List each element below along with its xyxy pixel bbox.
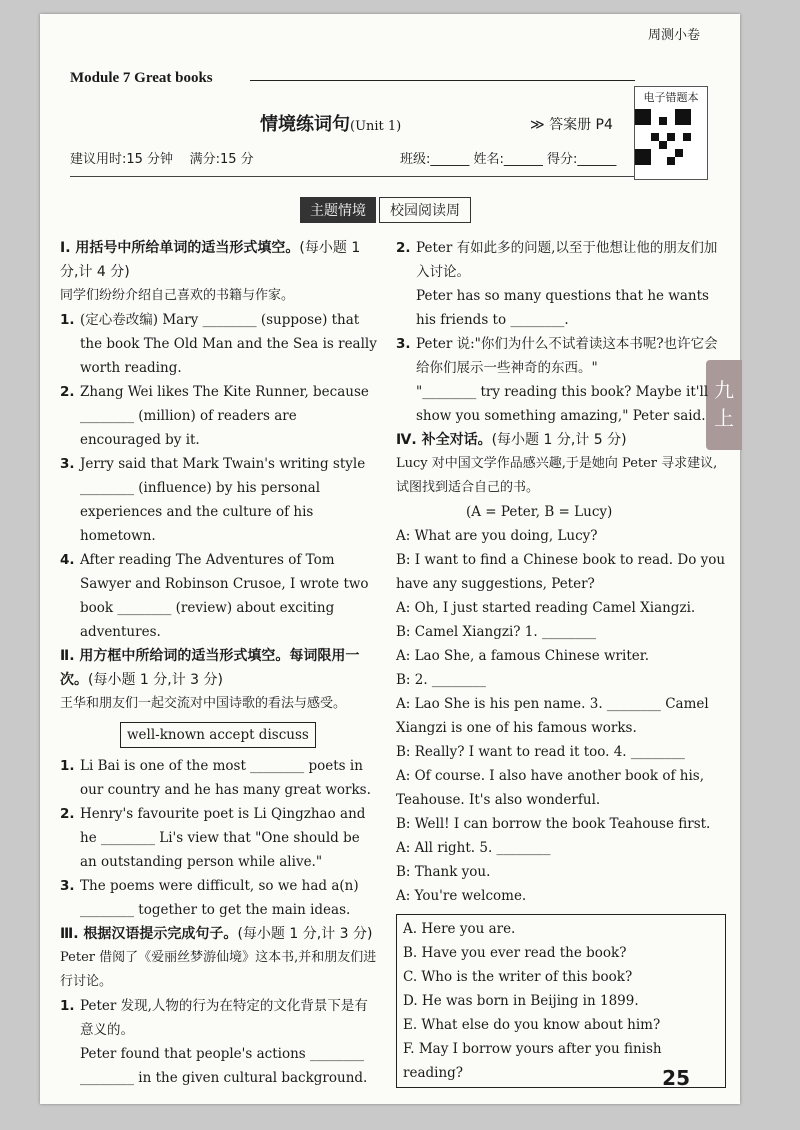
dialogue-line: B: Thank you. <box>396 864 491 880</box>
option: B. Have you ever read the book? <box>403 945 627 961</box>
option: C. Who is the writer of this book? <box>403 969 633 985</box>
option: D. He was born in Beijing in 1899. <box>403 993 639 1009</box>
option: F. May I borrow yours after you finish reading? <box>403 1041 662 1081</box>
word-box: well-known accept discuss <box>120 722 316 748</box>
dialogue-line: B: Well! I can borrow the book Teahouse first. <box>396 816 711 832</box>
answer-line: "________ try reading this book? Maybe it'll show you something amazing," Peter said. <box>416 384 709 424</box>
series-label: 周测小卷 <box>647 28 700 43</box>
section-1-title: Ⅰ. 用括号中所给单词的适当形式填空。(每小题 1 分,计 4 分) <box>60 240 361 280</box>
question: 1. Peter 发现,人物的行为在特定的文化背景下是有意义的。 <box>60 998 368 1038</box>
question: 2. Zhang Wei likes The Kite Runner, because ________ (million) of readers are encouraged by it. <box>60 384 369 448</box>
dialogue-line: A: What are you doing, Lucy? <box>396 528 598 544</box>
divider <box>70 176 640 177</box>
divider <box>250 80 635 81</box>
dialogue-line: A: Oh, I just started reading Camel Xiangzi. <box>396 600 696 616</box>
dialogue-line: B: Camel Xiangzi? 1. ________ <box>396 624 596 640</box>
qr-code-icon <box>635 109 691 165</box>
theme-banner <box>300 197 471 223</box>
dialogue-line: B: I want to find a Chinese book to read. Do you have any suggestions, Peter? <box>396 552 726 592</box>
dialogue-line: A: All right. 5. ________ <box>396 840 551 856</box>
dialogue-line: A: Lao She, a famous Chinese writer. <box>396 648 649 664</box>
module-title: Module 7 Great books <box>70 70 213 86</box>
section-3-title: Ⅲ. 根据汉语提示完成句子。(每小题 1 分,计 3 分) <box>60 926 373 942</box>
question: 3. Jerry said that Mark Twain's writing style ________ (influence) by his personal experiences and the culture of his hometown. <box>60 456 366 544</box>
dialogue-line: A: Of course. I also have another book of his, Teahouse. It's also wonderful. <box>396 768 705 808</box>
right-column <box>396 236 726 1088</box>
qr-label: 电子错题本 <box>643 91 699 104</box>
answer-reference: ≫ 答案册 P4 <box>530 117 613 133</box>
question: 1. (定心卷改编) Mary ________ (suppose) that the book The Old Man and the Sea is really worth reading. <box>60 312 377 376</box>
section-intro: 王华和朋友们一起交流对中国诗歌的看法与感受。 <box>60 696 347 711</box>
time-score: 建议用时:15 分钟 满分:15 分 <box>70 152 254 167</box>
theme-topic: 校园阅读周 <box>379 197 471 223</box>
dialogue-line: A: Lao She is his pen name. 3. ________ Camel Xiangzi is one of his famous works. <box>396 696 709 736</box>
question: 1. Li Bai is one of the most ________ poets in our country and he has many great works. <box>60 758 371 798</box>
page-title: 情境练词句(Unit 1) <box>260 114 402 135</box>
option: A. Here you are. <box>403 921 516 937</box>
page-number: 25 <box>662 1066 690 1090</box>
question: 4. After reading The Adventures of Tom Sawyer and Robinson Crusoe, I wrote two book ________ (review) about exciting adventures. <box>60 552 369 640</box>
qr-panel[interactable] <box>634 86 708 180</box>
question: 2. Henry's favourite poet is Li Qingzhao and he ________ Li's view that "One should be an outstanding person while alive." <box>60 806 366 870</box>
options-box <box>396 914 726 1088</box>
dialogue-line: B: Really? I want to read it too. 4. ________ <box>396 744 685 760</box>
answer-line: Peter found that people's actions ________ ________ in the given cultural background. <box>80 1046 368 1086</box>
question: 3. The poems were difficult, so we had a(n) ________ together to get the main ideas. <box>60 878 359 918</box>
grade-side-tab: 九上 <box>706 360 742 450</box>
section-2-title: Ⅱ. 用方框中所给词的适当形式填空。每词限用一次。(每小题 1 分,计 3 分) <box>60 648 360 688</box>
section-4-title: Ⅳ. 补全对话。(每小题 1 分,计 5 分) <box>396 432 627 448</box>
section-intro: Lucy 对中国文学作品感兴趣,于是她向 Peter 寻求建议,试图找到适合自己的书。 <box>396 456 718 495</box>
left-column <box>60 236 380 1090</box>
theme-label: 主题情境 <box>300 197 376 223</box>
worksheet-page <box>40 14 740 1104</box>
dialogue-line: B: 2. ________ <box>396 672 486 688</box>
question: 3. Peter 说:"你们为什么不试着读这本书呢?也许它会给你们展示一些神奇的东西。" <box>396 336 718 376</box>
section-intro: Peter 借阅了《爱丽丝梦游仙境》这本书,并和朋友们进行讨论。 <box>60 950 377 989</box>
role-key: (A = Peter, B = Lucy) <box>466 504 613 520</box>
option: E. What else do you know about him? <box>403 1017 661 1033</box>
section-intro: 同学们纷纷介绍自己喜欢的书籍与作家。 <box>60 288 295 303</box>
student-fields: 班级:______ 姓名:______ 得分:______ <box>400 152 617 167</box>
question: 2. Peter 有如此多的问题,以至于他想让他的朋友们加入讨论。 <box>396 240 718 280</box>
answer-line: Peter has so many questions that he wants his friends to ________. <box>416 288 709 328</box>
dialogue-line: A: You're welcome. <box>396 888 527 904</box>
